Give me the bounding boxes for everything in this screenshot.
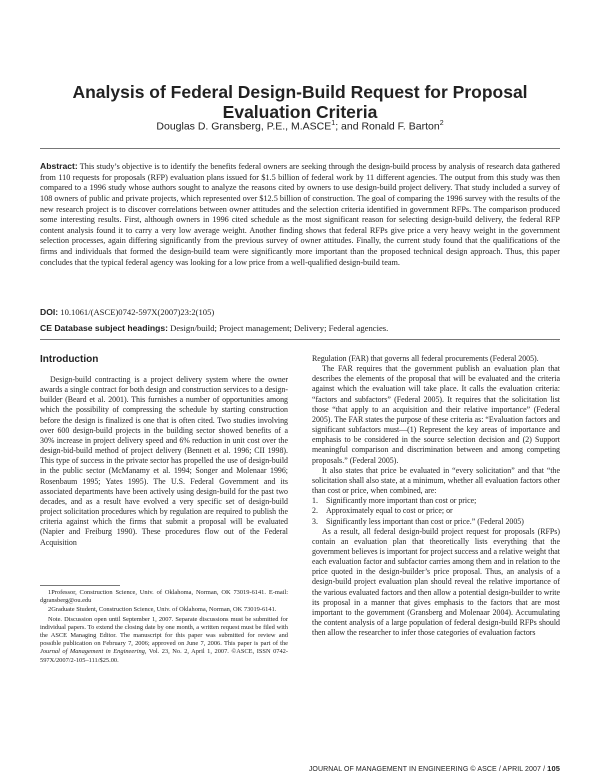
authors bbox=[40, 120, 560, 133]
footer-journal-text: JOURNAL OF MANAGEMENT IN ENGINEERING © ASCE / APRIL 2007 / bbox=[308, 766, 548, 773]
abstract bbox=[40, 161, 560, 268]
list-item-number: 1. bbox=[312, 496, 318, 506]
subject-headings-label: CE Database subject headings: bbox=[40, 323, 168, 333]
abstract-text: This study’s objective is to identify the benefits federal owners are seeking through the design-build process by analysis of research data gathered from 110 requests for proposals (RFP) evaluation plans issued for $1.5 billion of federal work by 11 different agencies. The output from this study was then compared to a 1996 study whose authors sought to analyze the reasons cited by owners to use design-build project delivery. That study included a survey of 108 owners of public and private projects, which represented over $12.5 billion of construction. The goal of comparing the 1996 survey with the results of the new research project is to discover correlations between owner attitudes and the selection criteria identified in government RFPs. The comparison produced some interesting results. First, although owners in 1996 cited schedule as the most significant reason for selecting design-build delivery, the federal RFP content analysis found it to carry a very low average weight. Another finding shows that federal RFPs give price a very heavy weight in the government selection processes, again differing significantly from the previous survey of owner attitudes. Finally, the current study found that the qualifications of the firms and individuals that formed the design-build team were significantly more important than the proposed technical design approach. Thus, this paper concludes that the typical federal agency was looking for a low price from a well-qualified design-build team. bbox=[40, 162, 560, 267]
paper-title: Analysis of Federal Design-Build Request for Proposal Evaluation Criteria bbox=[72, 81, 528, 122]
footnote-divider bbox=[40, 585, 120, 586]
discussion-note bbox=[40, 616, 288, 665]
list-item-text: Approximately equal to cost or price; or bbox=[326, 506, 453, 516]
header-divider bbox=[40, 148, 560, 149]
author-1-affiliation-mark: 1 bbox=[331, 120, 336, 127]
evaluation-importance-list bbox=[312, 496, 560, 526]
doi-label: DOI: bbox=[40, 307, 59, 317]
introduction-paragraph: Design-build contracting is a project delivery system where the owner awards a single contract for both design and construction services to a design-builder (Beard et al. 2001). This furnishes a number of opportunities among which the possibility of compressing the schedule by starting construction before the design is finalized is one that is often cited. Two studies involving over 600 design-build projects in the building sector showed benefits of a 30% increase in project delivery speed and 6% reduction in unit cost over the design-bid-build method of project delivery (Bennett et al. 1996; CII 1998). This type of success in the private sector has propelled the use of design-build in the public sector (McManamy et al. 1994; Songer and Molenaar 1996; Rosenbaum 1995; Yates 1995). The U.S. Federal Government and its associated departments have been actively using design-build for the past two decades, and as a result have evolved a very specific set of design-build project solicitation procedures which by regulation are required to publish the criteria against which the firms that submit a proposal will be evaluated (Napier and Freiburg 1990). These procedures flow out of the Federal Acquisition bbox=[40, 375, 288, 547]
list-item bbox=[312, 506, 560, 516]
author-2-affiliation-mark: 2 bbox=[439, 120, 444, 127]
doi-value[interactable]: 10.1061/(ASCE)0742-597X(2007)23:2(105) bbox=[60, 307, 215, 317]
list-item-text: Significantly more important than cost or price; bbox=[326, 496, 477, 506]
list-item-number: 2. bbox=[312, 506, 318, 516]
abstract-label: Abstract: bbox=[40, 161, 78, 172]
left-column bbox=[40, 354, 288, 548]
page-footer bbox=[309, 764, 560, 773]
subject-headings-value: Design/build; Project management; Delivery; Federal agencies. bbox=[170, 323, 389, 333]
discussion-note-text-end: , Vol. 23, No. 2, April 1, 2007. ©ASCE, ISSN 0742-597X/2007/2-105–111/$25.00. bbox=[40, 648, 288, 664]
author-2: Ronald F. Barton bbox=[361, 120, 440, 133]
doi-line bbox=[40, 307, 560, 317]
right-column bbox=[312, 354, 560, 638]
footnotes bbox=[40, 589, 288, 666]
discussion-note-text: Note. Discussion open until September 1, 2007. Separate discussions must be submitted for individual papers. To extend the closing date by one month, a written request must be filed with the ASCE Managing Editor. The manuscript for this paper was submitted for review and possible publication on February 7, 2006; approved on June 7, 2006. This paper is part of the bbox=[40, 615, 288, 648]
abstract-divider bbox=[40, 339, 560, 340]
paragraph: The FAR requires that the government publish an evaluation plan that describes the elements of the proposal that will be evaluated and the criteria against which the evaluation will take place. It calls the evaluation criteria: “factors and subfactors” (Federal 2005). It requires that the solicitation list those “that apply to an acquisition and their relative importance” (Federal 2005). The FAR states the purpose of these criteria as: “Evaluation factors and significant subfactors must—(1) Represent the key areas of importance and emphasis to be considered in the source selection decision and (2) Support meaningful comparison and discrimination between and among competing proposals.” (Federal 2005). bbox=[312, 364, 560, 465]
page-number: 105 bbox=[547, 764, 560, 773]
paragraph: Regulation (FAR) that governs all federal procurements (Federal 2005). bbox=[312, 354, 539, 363]
section-heading-introduction: Introduction bbox=[40, 354, 99, 365]
paragraph: As a result, all federal design-build project request for proposals (RFPs) contain an evaluation plan that theoretically lists everything that the government believes is important for project success and a relative weight that each evaluation factor and subfactor carries among them and in relation to the price quoted in the design-builder’s price proposal. Thus, an analysis of a design-build project evaluation plan should reveal the relative importance of the various evaluated factors and then allow a potential design-builder to write its proposal in a manner that gives emphasis to the factors that are most important to the government (Gransberg and Molenaar 2004). Accumulating the content analysis of a large population of federal design-build RFPs should then allow the researcher to infer those categories of evaluation factors bbox=[312, 526, 560, 638]
list-item-number: 3. bbox=[312, 516, 318, 526]
list-item bbox=[312, 517, 560, 527]
journal-name: Journal of Management in Engineering bbox=[40, 648, 145, 656]
list-item-text: Significantly less important than cost or price.” (Federal 2005) bbox=[326, 516, 524, 526]
list-item bbox=[312, 496, 560, 506]
author-1: Douglas D. Gransberg, P.E., M.ASCE bbox=[156, 120, 332, 133]
footnote-2: 2Graduate Student, Construction Science, Univ. of Oklahoma, Norman, OK 73019-6141. bbox=[48, 606, 277, 614]
subject-headings bbox=[40, 323, 560, 333]
footnote-1: 1Professor, Construction Science, Univ. of Oklahoma, Norman, OK 73019-6141. E-mail: dgransberg@ou.edu bbox=[40, 589, 288, 605]
author-separator: ; and bbox=[335, 120, 362, 133]
paragraph: It also states that price be evaluated in “every solicitation” and that “the solicitation shall also state, at a minimum, whether all evaluation factors other than cost or price, when combined, are: bbox=[312, 465, 560, 496]
